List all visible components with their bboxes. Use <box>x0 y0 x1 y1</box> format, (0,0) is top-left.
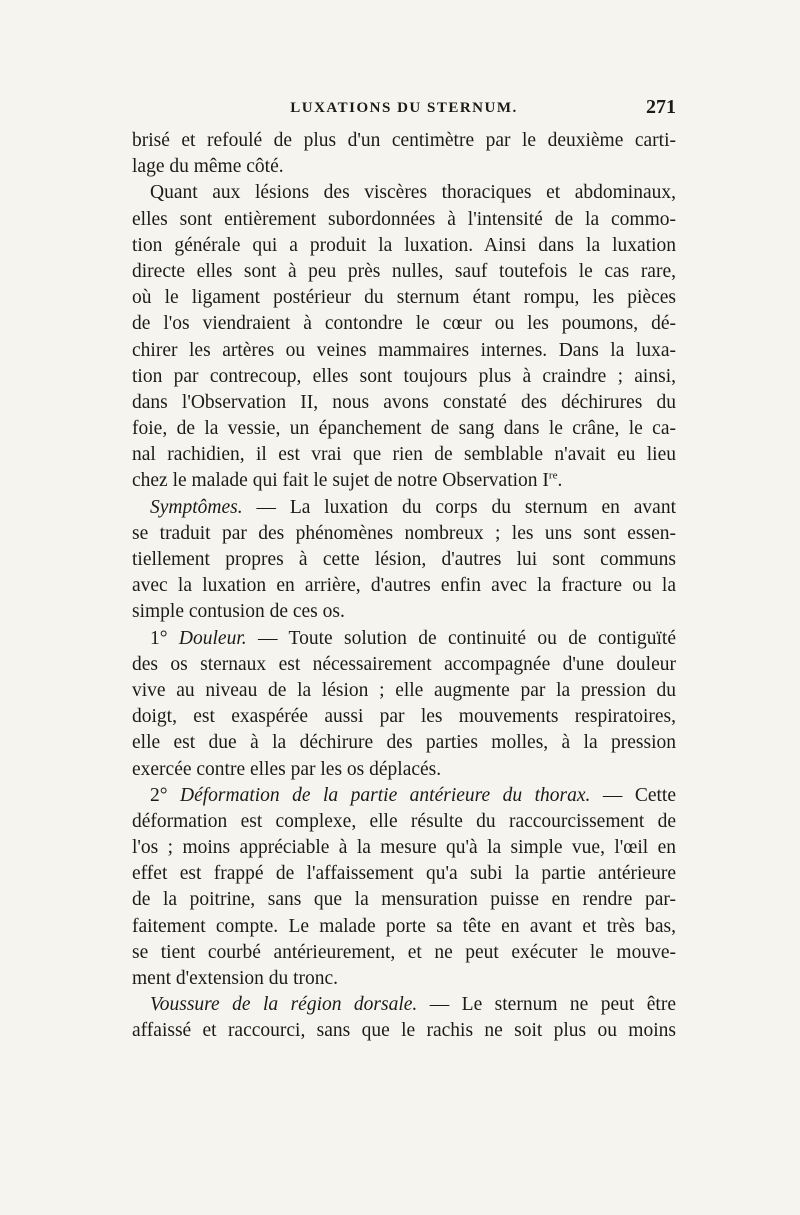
text-line <box>132 992 676 1018</box>
text-line <box>132 730 676 756</box>
page-number: 271 <box>646 96 676 118</box>
line-text: directe elles sont à peu près nulles, sauf toutefois le cas rare, <box>132 260 676 282</box>
line-text: des os sternaux est nécessairement accompagnée d'une douleur <box>132 653 676 675</box>
text-line <box>132 547 676 573</box>
line-text-end: . <box>557 470 563 492</box>
line-text: doigt, est exaspérée aussi par les mouvements respiratoires, <box>132 706 676 728</box>
text-line <box>132 390 676 416</box>
text-line <box>132 652 676 678</box>
text-line <box>132 626 676 652</box>
text-line <box>132 285 676 311</box>
text-line <box>132 311 676 337</box>
line-text: se tient courbé antérieurement, et ne peut exécuter le mouve- <box>132 941 676 963</box>
text-line <box>132 783 676 809</box>
line-text: faitement compte. Le malade porte sa tête en avant et très bas, <box>132 915 676 937</box>
text-line <box>132 180 676 206</box>
text-line <box>132 809 676 835</box>
body-text <box>132 128 676 1045</box>
text-line <box>132 442 676 468</box>
line-text: de la poitrine, sans que la mensuration puisse en rendre par- <box>132 889 676 911</box>
line-text: brisé et refoulé de plus d'un centimètre par le deuxième carti- <box>132 130 676 151</box>
text-line <box>132 364 676 390</box>
text-line <box>132 704 676 730</box>
superscript: re <box>548 469 558 482</box>
text-line <box>132 233 676 259</box>
text-line <box>132 966 676 992</box>
text-line <box>132 259 676 285</box>
text-line <box>132 887 676 913</box>
line-text: tion générale qui a produit la luxation. Ainsi dans la luxation <box>132 234 676 256</box>
line-text: Quant aux lésions des viscères thoraciques et abdominaux, <box>150 182 676 204</box>
list-marker: 2° <box>150 784 181 806</box>
running-head: LUXATIONS DU STERNUM. <box>290 100 518 116</box>
line-text: foie, de la vessie, un épanchement de sang dans le crâne, le ca- <box>132 418 676 440</box>
line-text: où le ligament postérieur du sternum étant rompu, les pièces <box>132 287 676 309</box>
text-line <box>132 678 676 704</box>
line-text: exercée contre elles par les os déplacés. <box>132 758 442 780</box>
line-text: dans l'Observation II, nous avons constaté des déchirures du <box>132 391 676 413</box>
text-line <box>132 521 676 547</box>
line-text: nal rachidien, il est vrai que rien de semblable n'avait eu lieu <box>132 444 676 466</box>
text-line <box>132 207 676 233</box>
text-line <box>132 154 676 180</box>
section-heading: Symptômes. <box>150 496 243 518</box>
text-line <box>132 573 676 599</box>
line-text: effet est frappé de l'affaissement qu'a subi la partie antérieure <box>132 863 676 885</box>
line-text: — La luxation du corps du sternum en avant <box>242 496 676 518</box>
line-text: lage du même côté. <box>132 156 284 178</box>
section-heading: Douleur. <box>178 627 247 649</box>
line-text: simple contusion de ces os. <box>132 601 345 623</box>
line-text: de l'os viendraient à contondre le cœur ou les poumons, dé- <box>132 313 676 335</box>
text-line <box>132 128 676 154</box>
page-header <box>132 96 676 126</box>
text-line <box>132 495 676 521</box>
line-text: tion par contrecoup, elles sont toujours plus à craindre ; ainsi, <box>132 365 676 387</box>
text-line <box>132 468 676 494</box>
line-text: avec la luxation en arrière, d'autres enfin avec la fracture ou la <box>132 575 676 597</box>
text-line <box>132 416 676 442</box>
line-text: — Le sternum ne peut être <box>417 994 676 1016</box>
line-text: vive au niveau de la lésion ; elle augmente par la pression du <box>132 679 676 701</box>
text-line <box>132 940 676 966</box>
line-text: — Cette <box>590 784 676 806</box>
line-text: tiellement propres à cette lésion, d'autres lui sont communs <box>132 549 676 570</box>
line-text: chirer les artères ou veines mammaires internes. Dans la luxa- <box>132 339 676 361</box>
line-text: ment d'extension du tronc. <box>132 968 339 989</box>
section-heading: Déformation de la partie antérieure du thorax. <box>180 784 591 806</box>
text-line <box>132 861 676 887</box>
list-marker: 1° <box>150 627 179 649</box>
line-text: affaissé et raccourci, sans que le rachis ne soit plus ou moins <box>132 1020 676 1042</box>
text-line <box>132 757 676 783</box>
line-text: se traduit par des phénomènes nombreux ; les uns sont essen- <box>132 522 676 544</box>
line-text: déformation est complexe, elle résulte du raccourcissement de <box>132 810 676 832</box>
line-text: — Toute solution de continuité ou de contiguïté <box>246 627 676 649</box>
text-line <box>132 835 676 861</box>
text-line <box>132 1018 676 1044</box>
line-text: chez le malade qui fait le sujet de notre Observation I <box>132 470 549 492</box>
line-text: l'os ; moins appréciable à la mesure qu'à la simple vue, l'œil en <box>132 837 676 859</box>
line-text: elle est due à la déchirure des parties molles, à la pression <box>132 732 676 754</box>
text-line <box>132 914 676 940</box>
text-line <box>132 338 676 364</box>
text-line <box>132 599 676 625</box>
section-heading: Voussure de la région dorsale. <box>150 994 418 1016</box>
line-text: elles sont entièrement subordonnées à l'intensité de la commo- <box>132 208 676 230</box>
